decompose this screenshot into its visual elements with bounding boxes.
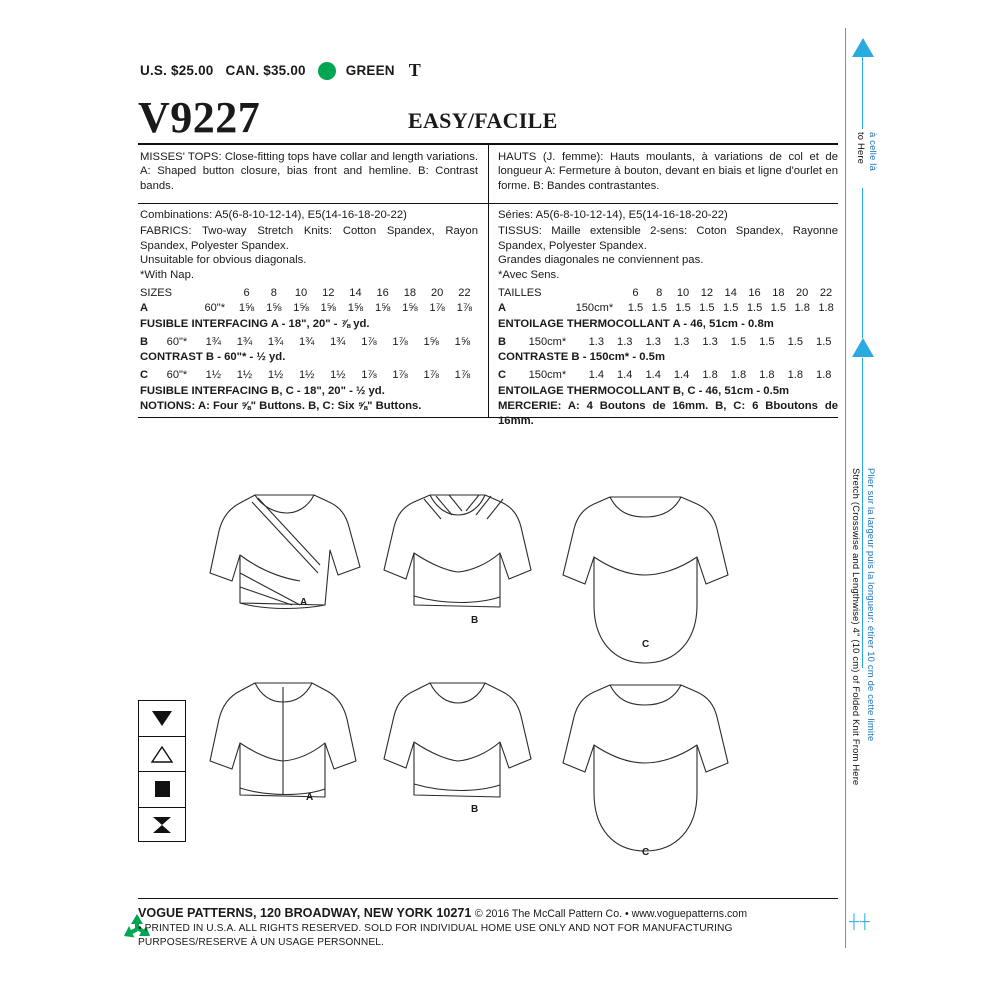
garment-a-back — [210, 683, 356, 797]
difficulty-label: EASY/FACILE — [408, 108, 558, 133]
notions-french: MERCERIE: A: 4 Boutons de 16mm. B, C: 6 Bboutons de 16mm. — [498, 400, 838, 427]
hash-marks-icon: ┼┼ — [849, 913, 871, 929]
key-cell-2 — [139, 737, 185, 773]
color-label: GREEN — [345, 63, 395, 78]
table-row: B 150cm* 1.3 1.3 1.3 1.3 1.3 1.5 1.5 1.5 1.5 — [498, 335, 832, 348]
side-text-main-en: Stretch (Crosswise and Lengthwise) 4" (10 cm) of Folded Knit From Here — [851, 468, 862, 786]
details-english — [140, 208, 478, 414]
interfacing-a-english: FUSIBLE INTERFACING A - 18", 20" - ⅞ yd. — [140, 317, 370, 330]
side-stretch-guide — [845, 28, 891, 948]
sizes-header-french: TAILLES — [498, 286, 542, 299]
fabrics-english: FABRICS: Two-way Stretch Knits: Cotton Spandex, Rayon Spandex, Polyester Spandex. — [140, 225, 478, 252]
table-row: C 150cm* 1.4 1.4 1.4 1.4 1.8 1.8 1.8 1.8 1.8 — [498, 369, 832, 382]
side-text-top-en: to Here — [856, 132, 867, 165]
details-french — [498, 208, 838, 428]
stretch-arrow-top-icon — [852, 38, 874, 57]
side-text-main-fr: Plier sur la largeur puis la longueur: étirer 10 cm de cette limite — [866, 468, 877, 742]
stretch-line-mid — [862, 188, 863, 338]
column-divider — [488, 145, 489, 417]
table-row: A 150cm* 1.5 1.5 1.5 1.5 1.5 1.5 1.5 1.8 1.8 — [498, 301, 834, 314]
series-french: Séries: A5(6-8-10-12-14), E5(14-16-18-20-22) — [498, 209, 728, 221]
table-row: C 60"* 1½ 1½ 1½ 1½ 1½ 1⅞ 1⅞ 1⅞ 1⅞ — [140, 369, 471, 382]
yardage-table-french — [498, 285, 838, 315]
contrast-b-french: CONTRASTE B - 150cm* - 0.5m — [498, 351, 665, 364]
fabrics-french: TISSUS: Maille extensible 2-sens: Coton Spandex, Rayonne Spandex, Polyester Spandex. — [498, 225, 838, 252]
footer-legal-2: PURPOSES/RESERVE À UN USAGE PERSONNEL. — [138, 936, 384, 948]
garment-illustrations — [0, 455, 860, 885]
contrast-b-english: CONTRAST B - 60"* - ½ yd. — [140, 351, 286, 364]
nap-english: *With Nap. — [140, 268, 194, 281]
description-french: HAUTS (J. femme): Hauts moulants, à variations de col et de longueur A: Fermeture à bouton, devant en biais et ligne d'ourlet en forme. B: Bandes contrastantes. — [498, 151, 838, 192]
footer — [138, 905, 848, 950]
sizes-header: SIZES — [140, 286, 173, 299]
footer-legal-1: • PRINTED IN U.S.A. ALL RIGHTS RESERVED. SOLD FOR INDIVIDUAL HOME USE ONLY AND NOT FOR MANUFACTURING — [138, 923, 733, 934]
size-letter: T — [408, 60, 421, 80]
garment-c-back — [563, 685, 728, 851]
view-label-c-front: C — [642, 639, 650, 650]
solid-square-icon — [150, 779, 174, 799]
price-us: U.S. $25.00 — [140, 63, 214, 78]
footer-company: VOGUE PATTERNS, 120 BROADWAY, NEW YORK 10271 © 2016 The McCall Pattern Co. • www.voguepatterns.com — [138, 906, 748, 920]
interfacing-bc-english: FUSIBLE INTERFACING B, C - 18", 20" - ½ yd. — [140, 384, 385, 397]
garment-a-front — [210, 495, 360, 609]
interfacing-a-french: ENTOILAGE THERMOCOLLANT A - 46, 51cm - 0.8m — [498, 317, 774, 330]
table-row: A 60"* 1⅝ 1⅝ 1⅝ 1⅝ 1⅝ 1⅝ 1⅝ 1⅞ 1⅞ — [140, 301, 473, 314]
garment-b-back — [384, 683, 531, 797]
line-drawings-svg — [0, 455, 860, 885]
key-cell-4 — [139, 808, 185, 843]
footer-divider — [138, 898, 838, 899]
outline-up-triangle-icon — [150, 744, 174, 764]
key-cell-1 — [139, 701, 185, 737]
yardage-table-french-b — [498, 334, 838, 349]
view-label-a-front: A — [300, 597, 308, 608]
side-text-top-fr: à celle là — [868, 132, 879, 172]
price-can: CAN. $35.00 — [225, 63, 306, 78]
hourglass-icon — [150, 815, 174, 835]
view-label-a-back: A — [306, 792, 314, 803]
page-title: V9227 — [138, 93, 261, 142]
yardage-table-english-b — [140, 334, 478, 349]
yardage-table-english — [140, 285, 478, 315]
combinations-english: Combinations: A5(6-8-10-12-14), E5(14-16-18-20-22) — [140, 209, 407, 221]
color-swatch-icon — [318, 62, 336, 80]
stretch-arrow-mid-icon — [852, 338, 874, 357]
view-label-c-back: C — [642, 847, 650, 858]
symbol-key-box — [138, 700, 186, 842]
stretch-line-top — [862, 57, 863, 129]
interfacing-bc-french: ENTOILAGE THERMOCOLLANT B, C - 46, 51cm - 0.5m — [498, 384, 790, 397]
garment-b-front — [384, 495, 531, 607]
view-label-b-back: B — [471, 804, 479, 815]
solid-down-triangle-icon — [150, 708, 174, 728]
key-cell-3 — [139, 772, 185, 808]
table-row: SIZES 6 8 10 12 14 16 18 20 22 — [140, 286, 471, 299]
nap-french: *Avec Sens. — [498, 268, 560, 281]
table-row: B 60"* 1¾ 1¾ 1¾ 1¾ 1¾ 1⅞ 1⅞ 1⅝ 1⅝ — [140, 335, 471, 348]
unsuitable-english: Unsuitable for obvious diagonals. — [140, 254, 307, 267]
table-row: TAILLES 6 8 10 12 14 16 18 20 22 — [498, 286, 833, 299]
unsuitable-french: Grandes diagonales ne conviennent pas. — [498, 254, 704, 267]
yardage-table-english-c — [140, 368, 478, 383]
view-label-b-front: B — [471, 615, 479, 626]
notions-english: NOTIONS: A: Four ⅝" Buttons. B, C: Six ⅝" Buttons. — [140, 400, 422, 413]
price-row — [140, 60, 421, 81]
stretch-line-lower — [862, 358, 863, 668]
description-english: MISSES' TOPS: Close-fitting tops have collar and length variations. A: Shaped button closure, bias front and hemline. B: Contrast bands. — [140, 151, 478, 192]
yardage-table-french-c — [498, 368, 838, 383]
